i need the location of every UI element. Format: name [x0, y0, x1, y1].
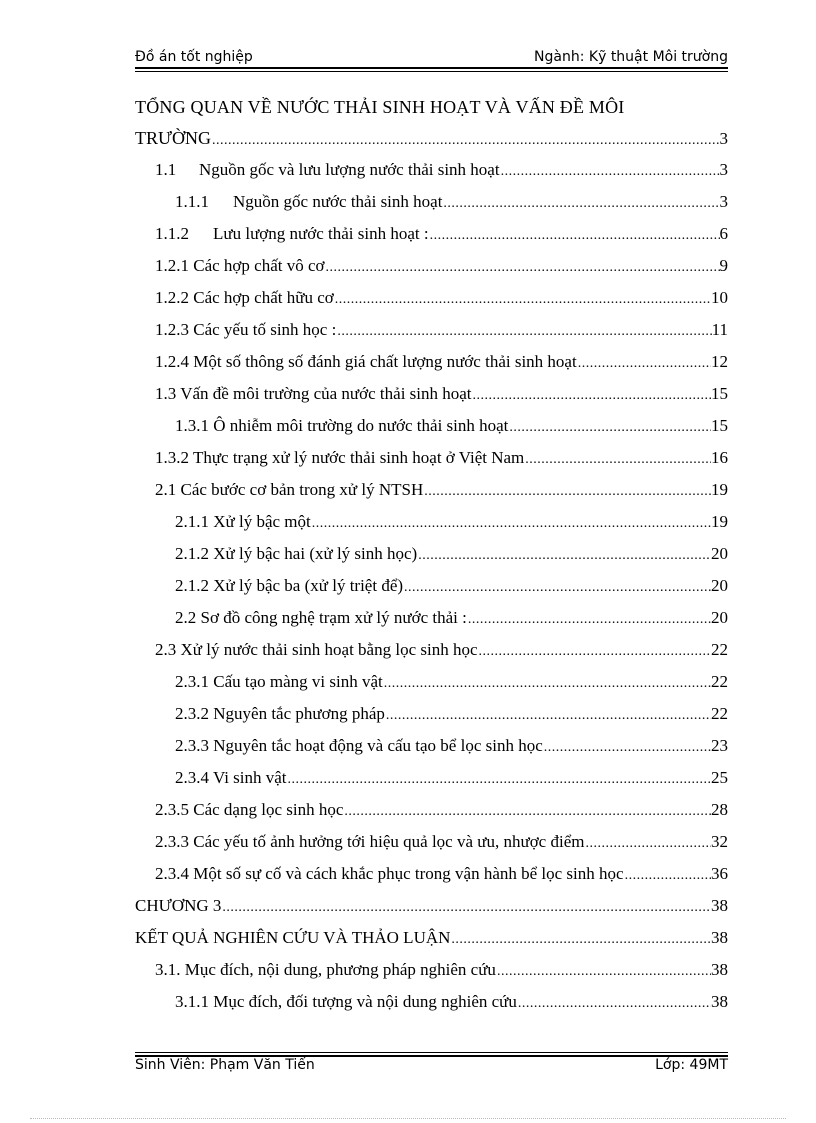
toc-entry-label: 2.3.4 Một số sự cố và cách khắc phục trong vận hành bể lọc sinh học	[155, 864, 624, 883]
toc-leader	[325, 260, 720, 276]
toc-entry-page: 38	[711, 896, 728, 915]
toc-entry-page: 19	[711, 480, 728, 499]
toc-entry[interactable]	[155, 224, 728, 246]
toc-leader	[478, 644, 711, 660]
footer-student: Sinh Viên: Phạm Văn Tiến	[135, 1057, 315, 1073]
toc-entry[interactable]	[175, 416, 728, 438]
toc-entry-label: 1.2.1 Các hợp chất vô cơ	[155, 256, 325, 275]
toc-leader	[211, 133, 720, 149]
page-bottom-edge	[30, 1118, 786, 1119]
toc-leader	[403, 580, 711, 596]
toc-entry-page: 25	[711, 768, 728, 787]
toc-entry-page: 22	[711, 640, 728, 659]
footer-divider-thin	[135, 1052, 728, 1053]
toc-entry-label: KẾT QUẢ NGHIÊN CỨU VÀ THẢO LUẬN	[135, 928, 451, 947]
toc-entry-label: TRƯỜNG	[135, 128, 211, 148]
toc-entry[interactable]	[175, 544, 728, 566]
toc-entry-number: 1.1	[155, 160, 177, 179]
toc-entry[interactable]	[155, 320, 728, 342]
toc-leader	[524, 452, 711, 468]
toc-entry[interactable]	[175, 512, 728, 534]
toc-entry[interactable]	[155, 480, 728, 502]
toc-leader	[221, 900, 711, 916]
toc-entry[interactable]	[155, 448, 728, 470]
toc-leader	[517, 996, 711, 1012]
toc-entry[interactable]	[175, 704, 728, 726]
toc-entry-page: 10	[711, 288, 728, 307]
header-divider	[135, 67, 728, 69]
toc-entry-label: 1.2.2 Các hợp chất hữu cơ	[155, 288, 334, 307]
toc-entry-label: 2.3.2 Nguyên tắc phương pháp	[175, 704, 385, 723]
toc-entry-label: 2.3.5 Các dạng lọc sinh học	[155, 800, 344, 819]
toc-entry-label: 2.1.2 Xử lý bậc ba (xử lý triệt để)	[175, 576, 404, 595]
toc-leader	[508, 420, 711, 436]
toc-entry-page: 3	[719, 129, 728, 148]
toc-entry-label: 2.1.1 Xử lý bậc một	[175, 512, 311, 531]
toc-entry-label: 2.1 Các bước cơ bản trong xử lý NTSH	[155, 480, 424, 499]
toc-entry-page: 20	[711, 544, 728, 563]
toc-entry[interactable]	[155, 352, 728, 374]
toc-entry[interactable]	[155, 640, 728, 662]
toc-entry[interactable]	[155, 800, 728, 822]
toc-leader	[500, 164, 720, 180]
toc-entry-page: 3	[719, 192, 728, 211]
toc-leader	[423, 484, 711, 500]
toc-entry-number: 1.1.2	[155, 224, 189, 243]
toc-entry-label: 2.1.2 Xử lý bậc hai (xử lý sinh học)	[175, 544, 418, 563]
toc-entry-page: 32	[711, 832, 728, 851]
toc-entry-label: 3.1. Mục đích, nội dung, phương pháp nghiên cứu	[155, 960, 496, 979]
toc-entry-label: 2.3.3 Nguyên tắc hoạt động và cấu tạo bể lọc sinh học	[175, 736, 543, 755]
toc-entry-label: 2.2 Sơ đồ công nghệ trạm xử lý nước thải :	[175, 608, 467, 627]
toc-leader	[442, 196, 719, 212]
toc-entry-label: 1.2.3 Các yếu tố sinh học :	[155, 320, 337, 339]
toc-entry[interactable]	[175, 192, 728, 214]
toc-leader	[577, 356, 711, 372]
toc-entry-page: 9	[719, 256, 728, 275]
toc-entry-label: Nguồn gốc và lưu lượng nước thải sinh hoạt	[199, 160, 500, 179]
toc-entry-label: 2.3.1 Cấu tạo màng vi sinh vật	[175, 672, 383, 691]
toc-entry-label: 3.1.1 Mục đích, đối tượng và nội dung nghiên cứu	[175, 992, 517, 1011]
toc-leader	[287, 772, 711, 788]
toc-leader	[311, 516, 711, 532]
header-document-type: Đồ án tốt nghiệp	[135, 49, 253, 65]
toc-entry[interactable]	[155, 384, 728, 406]
toc-leader	[543, 740, 711, 756]
header-major: Ngành: Kỹ thuật Môi trường	[534, 49, 728, 65]
toc-entry-label: Nguồn gốc nước thải sinh hoạt	[233, 192, 443, 211]
toc-entry[interactable]	[135, 928, 728, 950]
toc-entry-page: 11	[711, 320, 728, 339]
toc-entry-label: 2.3 Xử lý nước thải sinh hoạt bằng lọc sinh học	[155, 640, 478, 659]
toc-entry-page: 38	[711, 992, 728, 1011]
toc-entry-label: 1.3 Vấn đề môi trường của nước thải sinh hoạt	[155, 384, 472, 403]
toc-entry-label: 2.3.3 Các yếu tố ảnh hưởng tới hiệu quả lọc và ưu, nhược điểm	[155, 832, 585, 851]
toc-entry-label: 2.3.4 Vi sinh vật	[175, 768, 287, 787]
toc-entry-label: 1.2.4 Một số thông số đánh giá chất lượng nước thải sinh hoạt	[155, 352, 577, 371]
toc-leader	[383, 676, 711, 692]
toc-leader	[496, 964, 711, 980]
toc-entry-page: 3	[719, 160, 728, 179]
toc-entry[interactable]	[135, 896, 728, 918]
toc-entry[interactable]	[155, 288, 728, 310]
toc-entry-page: 15	[711, 384, 728, 403]
toc-leader	[429, 228, 720, 244]
toc-entry-page: 38	[711, 928, 728, 947]
toc-entry[interactable]	[135, 128, 728, 150]
header-divider-thin	[135, 71, 728, 72]
toc-entry-page: 20	[711, 576, 728, 595]
toc-entry[interactable]	[155, 160, 728, 182]
footer-class: Lớp: 49MT	[655, 1057, 728, 1073]
toc-leader	[624, 868, 711, 884]
toc-entry-number: 1.1.1	[175, 192, 209, 211]
toc-entry-label: Lưu lượng nước thải sinh hoạt :	[213, 224, 429, 243]
toc-leader	[450, 932, 711, 948]
toc-entry[interactable]	[175, 768, 728, 790]
toc-entry-page: 19	[711, 512, 728, 531]
toc-entry-label: 1.3.2 Thực trạng xử lý nước thải sinh hoạt ở Việt Nam	[155, 448, 525, 467]
toc-entry-page: 20	[711, 608, 728, 627]
toc-entry[interactable]	[175, 608, 728, 630]
toc-entry[interactable]	[155, 960, 728, 982]
toc-leader	[343, 804, 711, 820]
toc-entry-page: 38	[711, 960, 728, 979]
page-header	[135, 49, 728, 67]
toc-entry[interactable]	[155, 256, 728, 278]
toc-entry-page: 36	[711, 864, 728, 883]
toc-leader	[472, 388, 711, 404]
toc-leader	[336, 324, 711, 340]
toc-entry-page: 23	[711, 736, 728, 755]
toc-entry-page: 22	[711, 672, 728, 691]
toc-leader	[584, 836, 711, 852]
toc-entry[interactable]	[175, 672, 728, 694]
toc-entry[interactable]	[155, 864, 728, 886]
toc-leader	[334, 292, 711, 308]
toc-entry-page: 22	[711, 704, 728, 723]
toc-entry-page: 15	[711, 416, 728, 435]
toc-entry-label: CHƯƠNG 3	[135, 896, 222, 915]
toc-entry[interactable]	[175, 576, 728, 598]
toc-entry[interactable]	[155, 832, 728, 854]
toc-leader	[385, 708, 711, 724]
toc-leader	[467, 612, 711, 628]
toc-leader	[417, 548, 711, 564]
toc-entry-page: 12	[711, 352, 728, 371]
toc-entry-page: 28	[711, 800, 728, 819]
toc-title: TỔNG QUAN VỀ NƯỚC THẢI SINH HOẠT VÀ VẤN ĐỀ MÔI	[135, 97, 625, 117]
toc-entry[interactable]	[175, 992, 728, 1014]
toc-entry[interactable]	[175, 736, 728, 758]
toc-entry-page: 16	[711, 448, 728, 467]
toc-entry-label: 1.3.1 Ô nhiễm môi trường do nước thải sinh hoạt	[175, 416, 509, 435]
toc-entry-page: 6	[719, 224, 728, 243]
